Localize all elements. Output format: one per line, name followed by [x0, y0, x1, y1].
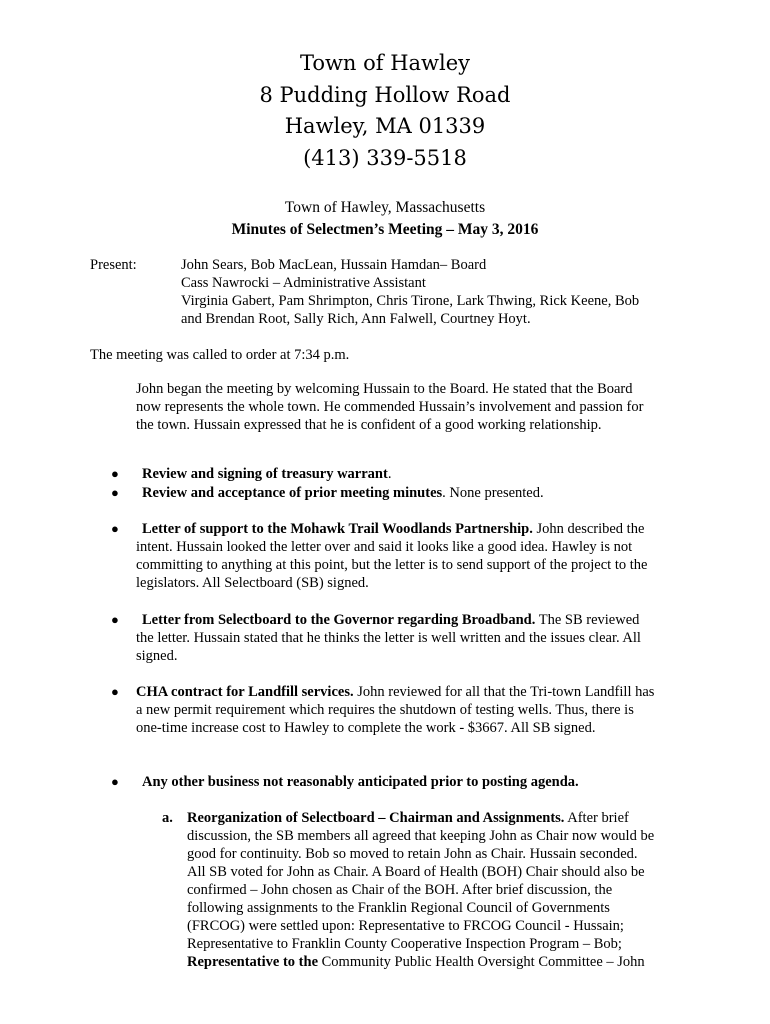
sub-item-marker: a. — [162, 810, 173, 826]
sub-item-line: discussion, the SB members all agreed that keeping John as Chair now would be — [187, 828, 655, 844]
item-line: a new permit requirement which requires the shutdown of testing wells. Thus, there is — [136, 702, 634, 718]
item-text: John reviewed for all that the Tri-town Landfill has — [353, 684, 655, 700]
sub-item-line: following assignments to the Franklin Regional Council of Governments — [187, 900, 610, 916]
item-text: . — [387, 466, 392, 482]
sub-item-line: All SB voted for John as Chair. A Board of Health (BOH) Chair should also be — [187, 864, 645, 880]
item-line: legislators. All Selectboard (SB) signed. — [136, 575, 369, 591]
bullet-icon: ● — [111, 684, 119, 699]
sub-item-line: (FRCOG) were settled upon: Representative to FRCOG Council - Hussain; — [187, 918, 624, 934]
attendee-line: John Sears, Bob MacLean, Hussain Hamdan– Board — [181, 257, 487, 273]
bullet-icon: ● — [111, 774, 119, 789]
bullet-icon: ● — [111, 485, 119, 500]
intro-paragraph — [136, 380, 681, 434]
intro-line: the town. Hussain expressed that he is confident of a good working relationship. — [136, 417, 602, 433]
called-to-order: The meeting was called to order at 7:34 p.m. — [90, 347, 350, 363]
present-label: Present: — [90, 257, 137, 273]
attendee-line: Virginia Gabert, Pam Shrimpton, Chris Tirone, Lark Thwing, Rick Keene, Bob — [181, 293, 640, 309]
letterhead-street: 8 Pudding Hollow Road — [259, 82, 511, 107]
item-line: committing to anything at this point, but the letter is to send support of the project to the — [136, 557, 648, 573]
heading-town: Town of Hawley, Massachusetts — [284, 199, 486, 216]
attendee-list — [181, 256, 681, 328]
agenda-item-broadband-letter — [111, 611, 696, 665]
item-line: the letter. Hussain stated that he thinks the letter is well written and the issues clear. All — [136, 630, 641, 646]
intro-line: now represents the whole town. He commended Hussain’s involvement and passion for — [136, 399, 644, 415]
agenda-item-treasury-warrant — [111, 465, 696, 483]
sub-item-line: good for continuity. Bob so moved to retain John as Chair. Hussain seconded. — [187, 846, 638, 862]
item-line: one-time increase cost to Hawley to complete the work - $3667. All SB signed. — [136, 720, 596, 736]
letterhead-city: Hawley, MA 01339 — [284, 114, 486, 138]
item-line: intent. Hussain looked the letter over and said it looks like a good idea. Hawley is not — [136, 539, 633, 555]
sub-item-text: After brief — [564, 810, 629, 826]
sub-item-heading: Reorganization of Selectboard – Chairman and Assignments. — [187, 810, 565, 826]
agenda-item-prior-minutes — [111, 484, 696, 502]
item-text: John described the — [532, 521, 645, 537]
letterhead-town: Town of Hawley — [299, 51, 471, 75]
agenda-item-other-business — [111, 773, 696, 791]
item-heading: Review and signing of treasury warrant — [142, 466, 388, 482]
intro-line: John began the meeting by welcoming Hussain to the Board. He stated that the Board — [136, 381, 633, 397]
item-heading: Letter of support to the Mohawk Trail Woodlands Partnership. — [142, 521, 533, 537]
letterhead-phone: (413) 339-5518 — [303, 145, 467, 170]
sub-item-bold-phrase: Representative to the — [187, 954, 319, 970]
letterhead — [0, 48, 770, 174]
sub-item-line: Community Public Health Oversight Committee – John — [318, 954, 645, 970]
sub-item-line: Representative to Franklin County Cooperative Inspection Program – Bob; — [187, 936, 622, 952]
item-heading: Letter from Selectboard to the Governor regarding Broadband. — [142, 612, 536, 628]
item-text: The SB reviewed — [535, 612, 640, 628]
page-title: Minutes of Selectmen’s Meeting – May 3, 2016 — [231, 221, 539, 238]
item-heading: Review and acceptance of prior meeting minutes — [142, 485, 443, 501]
bullet-icon: ● — [111, 466, 119, 481]
item-line: signed. — [136, 648, 178, 664]
item-heading: Any other business not reasonably anticipated prior to posting agenda. — [142, 774, 579, 790]
item-heading: CHA contract for Landfill services. — [136, 684, 354, 700]
attendee-line: and Brendan Root, Sally Rich, Ann Falwell, Courtney Hoyt. — [181, 311, 531, 327]
bullet-icon: ● — [111, 521, 119, 536]
bullet-icon: ● — [111, 612, 119, 627]
item-text: . None presented. — [442, 485, 544, 501]
agenda-item-mohawk-letter — [111, 520, 696, 592]
agenda-item-cha-contract — [111, 683, 696, 737]
sub-item-line: confirmed – John chosen as Chair of the BOH. After brief discussion, the — [187, 882, 613, 898]
document-heading — [0, 197, 770, 241]
attendee-line: Cass Nawrocki – Administrative Assistant — [181, 275, 426, 291]
